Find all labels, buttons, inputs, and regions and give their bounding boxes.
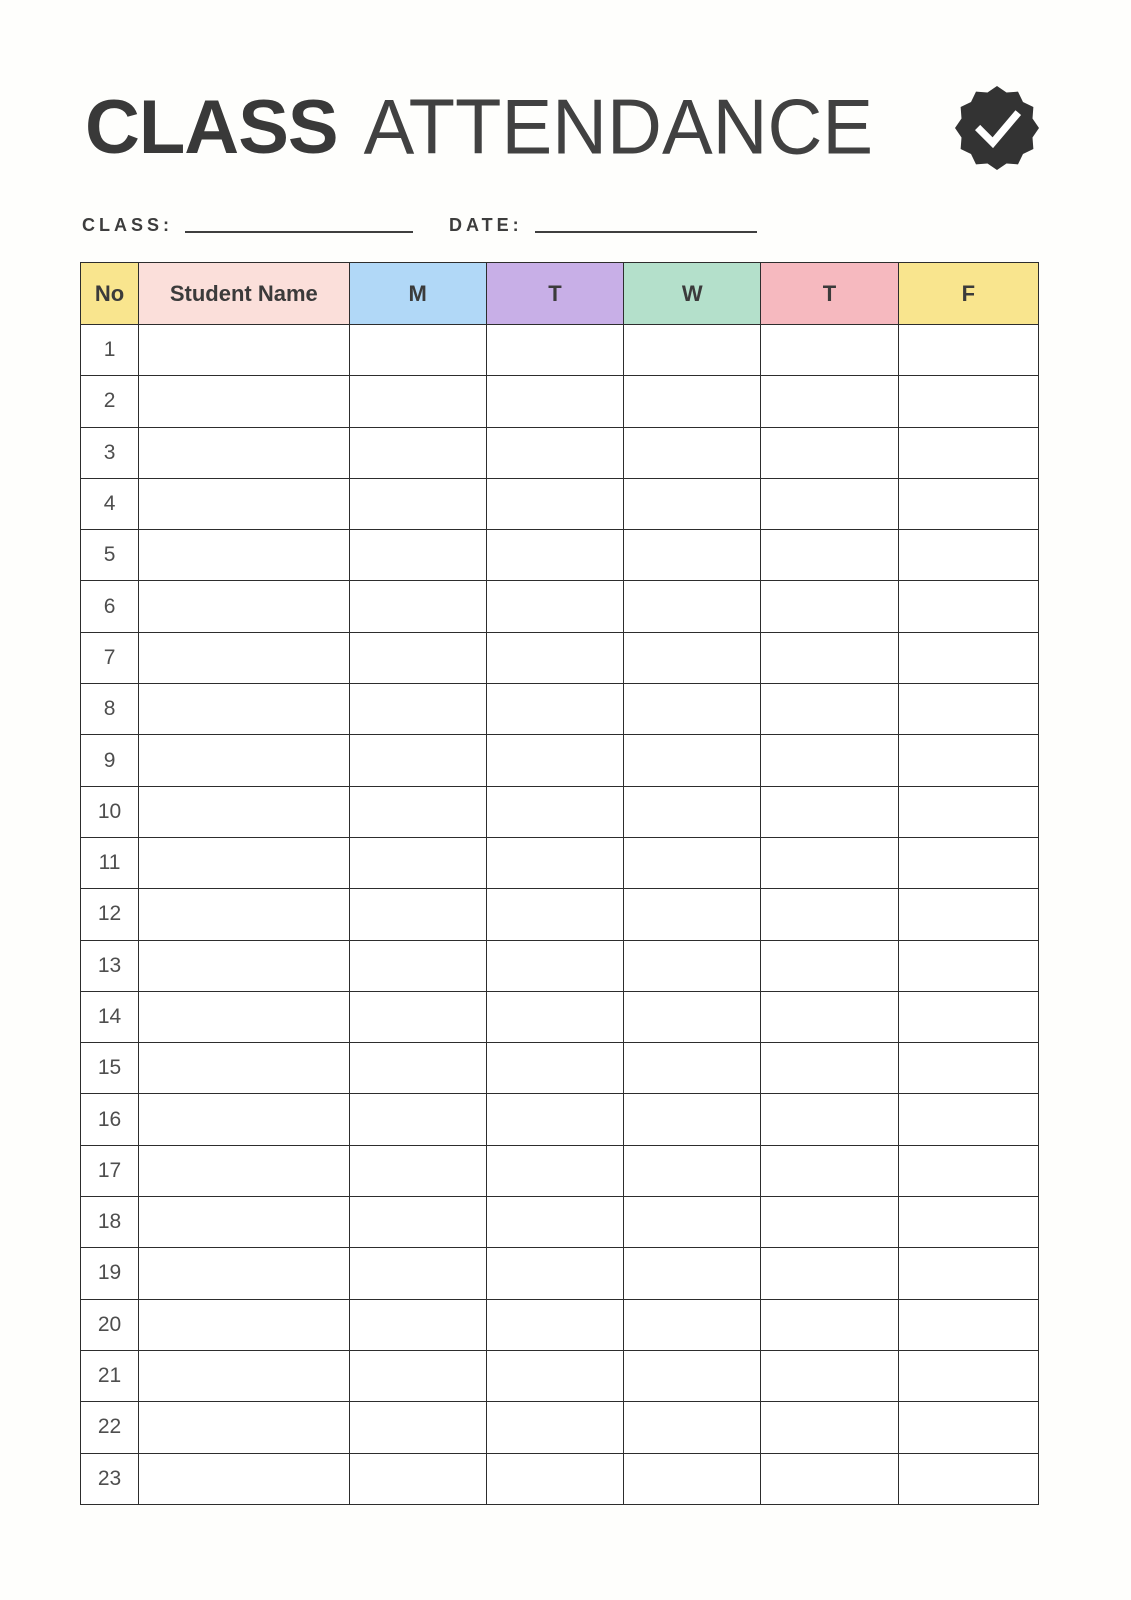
attendance-table bbox=[80, 262, 1039, 1505]
attendance-cell-fri[interactable] bbox=[898, 991, 1038, 1042]
attendance-cell-wed[interactable] bbox=[624, 1094, 761, 1145]
form-row bbox=[82, 208, 1131, 234]
attendance-cell-fri[interactable] bbox=[898, 735, 1038, 786]
table-row bbox=[81, 1248, 1039, 1299]
attendance-cell-fri[interactable] bbox=[898, 837, 1038, 888]
column-header-thu: T bbox=[761, 263, 898, 325]
student-name-cell[interactable] bbox=[139, 889, 349, 940]
attendance-cell-mon[interactable] bbox=[349, 1197, 486, 1248]
attendance-cell-tue[interactable] bbox=[486, 1094, 623, 1145]
column-header-fri: F bbox=[898, 263, 1038, 325]
attendance-cell-thu[interactable] bbox=[761, 376, 898, 427]
row-number-cell: 22 bbox=[81, 1402, 139, 1453]
attendance-cell-wed[interactable] bbox=[624, 1299, 761, 1350]
column-header-wed: W bbox=[624, 263, 761, 325]
table-row bbox=[81, 1145, 1039, 1196]
row-number-cell: 17 bbox=[81, 1145, 139, 1196]
attendance-cell-mon[interactable] bbox=[349, 581, 486, 632]
attendance-cell-thu[interactable] bbox=[761, 1145, 898, 1196]
student-name-cell[interactable] bbox=[139, 325, 349, 376]
attendance-cell-mon[interactable] bbox=[349, 735, 486, 786]
attendance-cell-thu[interactable] bbox=[761, 1350, 898, 1401]
attendance-cell-thu[interactable] bbox=[761, 991, 898, 1042]
table-row bbox=[81, 786, 1039, 837]
attendance-cell-tue[interactable] bbox=[486, 735, 623, 786]
attendance-cell-wed[interactable] bbox=[624, 1350, 761, 1401]
table-row bbox=[81, 1043, 1039, 1094]
attendance-cell-wed[interactable] bbox=[624, 1402, 761, 1453]
attendance-cell-mon[interactable] bbox=[349, 530, 486, 581]
attendance-cell-fri[interactable] bbox=[898, 1145, 1038, 1196]
table-row bbox=[81, 530, 1039, 581]
attendance-cell-tue[interactable] bbox=[486, 940, 623, 991]
attendance-cell-fri[interactable] bbox=[898, 325, 1038, 376]
attendance-cell-thu[interactable] bbox=[761, 1094, 898, 1145]
attendance-cell-mon[interactable] bbox=[349, 1043, 486, 1094]
attendance-cell-wed[interactable] bbox=[624, 735, 761, 786]
table-row bbox=[81, 581, 1039, 632]
student-name-cell[interactable] bbox=[139, 478, 349, 529]
attendance-cell-thu[interactable] bbox=[761, 427, 898, 478]
attendance-cell-tue[interactable] bbox=[486, 1043, 623, 1094]
attendance-cell-tue[interactable] bbox=[486, 376, 623, 427]
attendance-cell-wed[interactable] bbox=[624, 1453, 761, 1504]
class-field-group bbox=[82, 216, 413, 234]
table-row bbox=[81, 1453, 1039, 1504]
attendance-cell-wed[interactable] bbox=[624, 376, 761, 427]
row-number-cell: 1 bbox=[81, 325, 139, 376]
student-name-cell[interactable] bbox=[139, 1248, 349, 1299]
student-name-cell[interactable] bbox=[139, 376, 349, 427]
attendance-cell-wed[interactable] bbox=[624, 478, 761, 529]
attendance-cell-thu[interactable] bbox=[761, 684, 898, 735]
header-row bbox=[81, 263, 1039, 325]
attendance-cell-tue[interactable] bbox=[486, 1197, 623, 1248]
attendance-cell-mon[interactable] bbox=[349, 1248, 486, 1299]
attendance-cell-fri[interactable] bbox=[898, 1402, 1038, 1453]
table-row bbox=[81, 376, 1039, 427]
attendance-cell-mon[interactable] bbox=[349, 1094, 486, 1145]
row-number-cell: 3 bbox=[81, 427, 139, 478]
student-name-cell[interactable] bbox=[139, 991, 349, 1042]
date-input-line[interactable] bbox=[535, 231, 757, 233]
attendance-cell-fri[interactable] bbox=[898, 1350, 1038, 1401]
row-number-cell: 7 bbox=[81, 632, 139, 683]
student-name-cell[interactable] bbox=[139, 1043, 349, 1094]
attendance-cell-thu[interactable] bbox=[761, 530, 898, 581]
row-number-cell: 4 bbox=[81, 478, 139, 529]
attendance-cell-tue[interactable] bbox=[486, 837, 623, 888]
row-number-cell: 16 bbox=[81, 1094, 139, 1145]
attendance-cell-fri[interactable] bbox=[898, 1453, 1038, 1504]
table-row bbox=[81, 940, 1039, 991]
date-field-group bbox=[449, 216, 757, 234]
table-row bbox=[81, 889, 1039, 940]
student-name-cell[interactable] bbox=[139, 940, 349, 991]
row-number-cell: 23 bbox=[81, 1453, 139, 1504]
attendance-cell-wed[interactable] bbox=[624, 684, 761, 735]
student-name-cell[interactable] bbox=[139, 1402, 349, 1453]
attendance-cell-thu[interactable] bbox=[761, 325, 898, 376]
attendance-cell-thu[interactable] bbox=[761, 581, 898, 632]
table-row bbox=[81, 1402, 1039, 1453]
attendance-cell-thu[interactable] bbox=[761, 1043, 898, 1094]
student-name-cell[interactable] bbox=[139, 1197, 349, 1248]
table-row bbox=[81, 837, 1039, 888]
column-header-mon: M bbox=[349, 263, 486, 325]
attendance-cell-wed[interactable] bbox=[624, 581, 761, 632]
attendance-cell-mon[interactable] bbox=[349, 427, 486, 478]
attendance-cell-wed[interactable] bbox=[624, 632, 761, 683]
student-name-cell[interactable] bbox=[139, 786, 349, 837]
attendance-cell-wed[interactable] bbox=[624, 530, 761, 581]
attendance-cell-wed[interactable] bbox=[624, 325, 761, 376]
row-number-cell: 15 bbox=[81, 1043, 139, 1094]
attendance-cell-fri[interactable] bbox=[898, 530, 1038, 581]
attendance-cell-thu[interactable] bbox=[761, 1197, 898, 1248]
table-row bbox=[81, 632, 1039, 683]
table-row bbox=[81, 478, 1039, 529]
attendance-cell-mon[interactable] bbox=[349, 1299, 486, 1350]
row-number-cell: 6 bbox=[81, 581, 139, 632]
row-number-cell: 19 bbox=[81, 1248, 139, 1299]
attendance-cell-tue[interactable] bbox=[486, 684, 623, 735]
attendance-cell-wed[interactable] bbox=[624, 1043, 761, 1094]
attendance-cell-mon[interactable] bbox=[349, 837, 486, 888]
attendance-cell-mon[interactable] bbox=[349, 478, 486, 529]
attendance-cell-fri[interactable] bbox=[898, 1248, 1038, 1299]
attendance-cell-tue[interactable] bbox=[486, 1453, 623, 1504]
student-name-cell[interactable] bbox=[139, 1350, 349, 1401]
student-name-cell[interactable] bbox=[139, 530, 349, 581]
row-number-cell: 8 bbox=[81, 684, 139, 735]
attendance-cell-wed[interactable] bbox=[624, 1248, 761, 1299]
table-row bbox=[81, 1350, 1039, 1401]
column-header-no: No bbox=[81, 263, 139, 325]
row-number-cell: 2 bbox=[81, 376, 139, 427]
attendance-cell-thu[interactable] bbox=[761, 940, 898, 991]
attendance-cell-wed[interactable] bbox=[624, 1197, 761, 1248]
attendance-cell-mon[interactable] bbox=[349, 632, 486, 683]
student-name-cell[interactable] bbox=[139, 1453, 349, 1504]
class-label: CLASS: bbox=[82, 215, 173, 235]
attendance-cell-tue[interactable] bbox=[486, 427, 623, 478]
attendance-table-body bbox=[81, 325, 1039, 1505]
row-number-cell: 14 bbox=[81, 991, 139, 1042]
attendance-cell-mon[interactable] bbox=[349, 325, 486, 376]
attendance-cell-thu[interactable] bbox=[761, 837, 898, 888]
row-number-cell: 18 bbox=[81, 1197, 139, 1248]
attendance-cell-tue[interactable] bbox=[486, 1248, 623, 1299]
attendance-cell-thu[interactable] bbox=[761, 786, 898, 837]
attendance-cell-fri[interactable] bbox=[898, 581, 1038, 632]
attendance-cell-thu[interactable] bbox=[761, 478, 898, 529]
attendance-cell-wed[interactable] bbox=[624, 889, 761, 940]
attendance-cell-mon[interactable] bbox=[349, 940, 486, 991]
student-name-cell[interactable] bbox=[139, 632, 349, 683]
attendance-cell-tue[interactable] bbox=[486, 991, 623, 1042]
attendance-cell-tue[interactable] bbox=[486, 1299, 623, 1350]
class-input-line[interactable] bbox=[185, 231, 413, 233]
attendance-cell-fri[interactable] bbox=[898, 786, 1038, 837]
attendance-cell-tue[interactable] bbox=[486, 786, 623, 837]
table-row bbox=[81, 1299, 1039, 1350]
student-name-cell[interactable] bbox=[139, 1299, 349, 1350]
student-name-cell[interactable] bbox=[139, 735, 349, 786]
row-number-cell: 12 bbox=[81, 889, 139, 940]
row-number-cell: 20 bbox=[81, 1299, 139, 1350]
attendance-cell-thu[interactable] bbox=[761, 1248, 898, 1299]
attendance-cell-fri[interactable] bbox=[898, 427, 1038, 478]
student-name-cell[interactable] bbox=[139, 427, 349, 478]
table-row bbox=[81, 684, 1039, 735]
attendance-cell-fri[interactable] bbox=[898, 1094, 1038, 1145]
attendance-cell-wed[interactable] bbox=[624, 940, 761, 991]
attendance-cell-thu[interactable] bbox=[761, 1453, 898, 1504]
attendance-cell-mon[interactable] bbox=[349, 376, 486, 427]
attendance-cell-tue[interactable] bbox=[486, 325, 623, 376]
page-header bbox=[85, 86, 1039, 170]
table-row bbox=[81, 427, 1039, 478]
attendance-cell-wed[interactable] bbox=[624, 427, 761, 478]
date-label: DATE: bbox=[449, 215, 523, 235]
attendance-cell-mon[interactable] bbox=[349, 1145, 486, 1196]
table-row bbox=[81, 991, 1039, 1042]
student-name-cell[interactable] bbox=[139, 684, 349, 735]
attendance-cell-wed[interactable] bbox=[624, 1145, 761, 1196]
attendance-cell-tue[interactable] bbox=[486, 632, 623, 683]
table-row bbox=[81, 1197, 1039, 1248]
row-number-cell: 5 bbox=[81, 530, 139, 581]
attendance-cell-thu[interactable] bbox=[761, 1402, 898, 1453]
table-row bbox=[81, 735, 1039, 786]
attendance-cell-mon[interactable] bbox=[349, 684, 486, 735]
attendance-cell-tue[interactable] bbox=[486, 1402, 623, 1453]
table-row bbox=[81, 1094, 1039, 1145]
page-title-bold: CLASS bbox=[85, 85, 338, 170]
attendance-cell-wed[interactable] bbox=[624, 991, 761, 1042]
attendance-table-head bbox=[81, 263, 1039, 325]
attendance-cell-fri[interactable] bbox=[898, 889, 1038, 940]
attendance-cell-mon[interactable] bbox=[349, 889, 486, 940]
attendance-cell-mon[interactable] bbox=[349, 786, 486, 837]
table-row bbox=[81, 325, 1039, 376]
attendance-cell-thu[interactable] bbox=[761, 632, 898, 683]
attendance-cell-tue[interactable] bbox=[486, 1350, 623, 1401]
attendance-cell-mon[interactable] bbox=[349, 991, 486, 1042]
attendance-cell-fri[interactable] bbox=[898, 1043, 1038, 1094]
student-name-cell[interactable] bbox=[139, 1094, 349, 1145]
column-header-tue: T bbox=[486, 263, 623, 325]
row-number-cell: 9 bbox=[81, 735, 139, 786]
attendance-cell-fri[interactable] bbox=[898, 478, 1038, 529]
student-name-cell[interactable] bbox=[139, 581, 349, 632]
row-number-cell: 13 bbox=[81, 940, 139, 991]
attendance-cell-tue[interactable] bbox=[486, 581, 623, 632]
attendance-cell-wed[interactable] bbox=[624, 786, 761, 837]
attendance-cell-mon[interactable] bbox=[349, 1453, 486, 1504]
attendance-cell-thu[interactable] bbox=[761, 889, 898, 940]
attendance-cell-fri[interactable] bbox=[898, 1299, 1038, 1350]
attendance-cell-fri[interactable] bbox=[898, 376, 1038, 427]
attendance-cell-fri[interactable] bbox=[898, 632, 1038, 683]
row-number-cell: 10 bbox=[81, 786, 139, 837]
attendance-cell-thu[interactable] bbox=[761, 735, 898, 786]
check-seal-icon bbox=[955, 86, 1039, 170]
attendance-cell-mon[interactable] bbox=[349, 1350, 486, 1401]
attendance-cell-tue[interactable] bbox=[486, 530, 623, 581]
attendance-cell-fri[interactable] bbox=[898, 940, 1038, 991]
attendance-cell-tue[interactable] bbox=[486, 889, 623, 940]
attendance-cell-tue[interactable] bbox=[486, 1145, 623, 1196]
student-name-cell[interactable] bbox=[139, 1145, 349, 1196]
attendance-cell-fri[interactable] bbox=[898, 684, 1038, 735]
attendance-cell-mon[interactable] bbox=[349, 1402, 486, 1453]
row-number-cell: 21 bbox=[81, 1350, 139, 1401]
column-header-student-name: Student Name bbox=[139, 263, 349, 325]
attendance-cell-fri[interactable] bbox=[898, 1197, 1038, 1248]
student-name-cell[interactable] bbox=[139, 837, 349, 888]
attendance-cell-tue[interactable] bbox=[486, 478, 623, 529]
page-title-regular: ATTENDANCE bbox=[363, 84, 874, 171]
attendance-cell-thu[interactable] bbox=[761, 1299, 898, 1350]
attendance-cell-wed[interactable] bbox=[624, 837, 761, 888]
row-number-cell: 11 bbox=[81, 837, 139, 888]
